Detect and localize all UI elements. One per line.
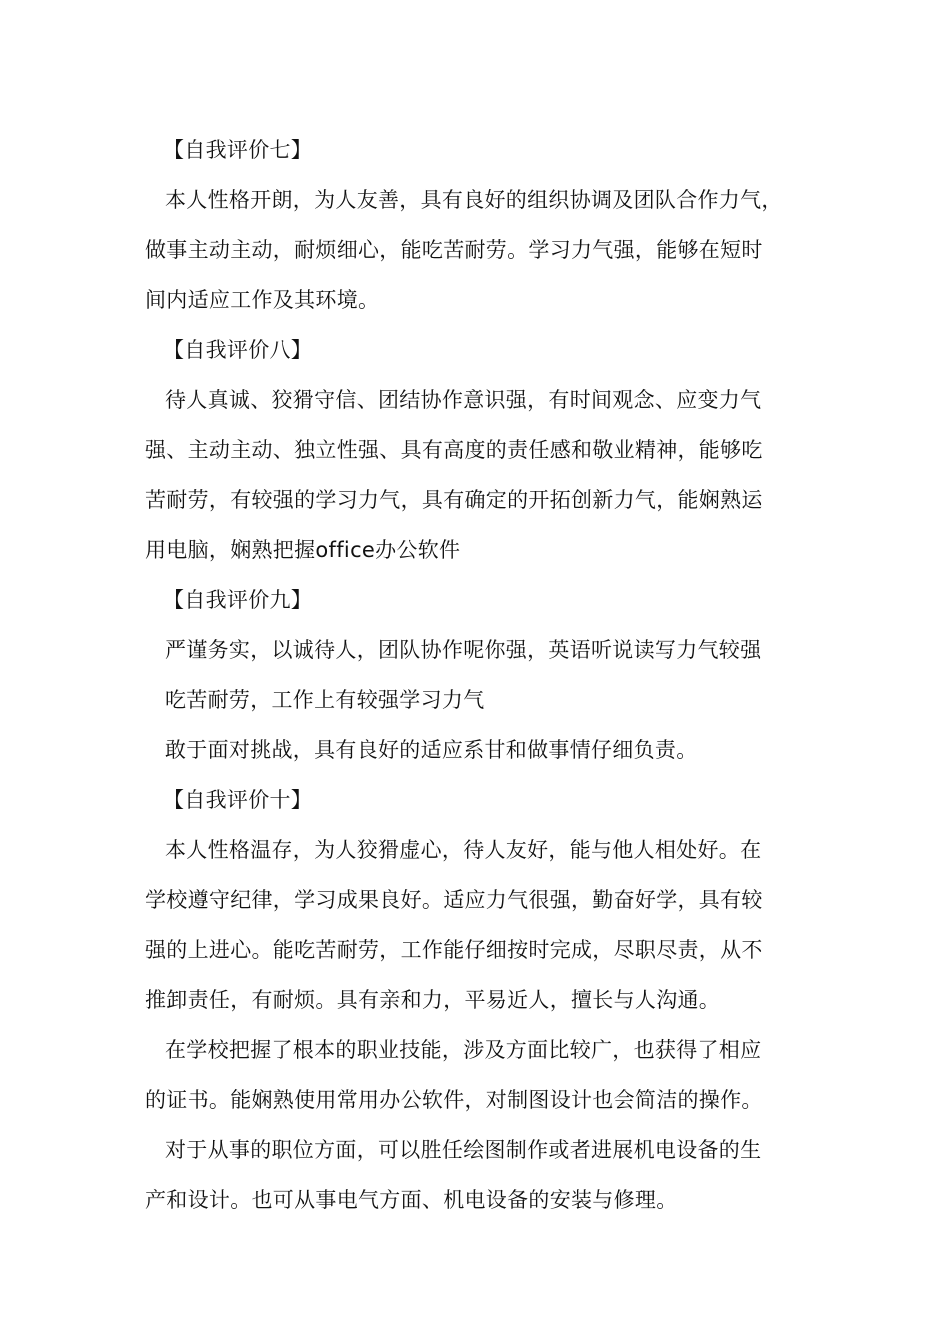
paragraph-line: 做事主动主动，耐烦细心，能吃苦耐劳。学习力气强，能够在短时 — [145, 238, 763, 262]
paragraph-line: 待人真诚、狡猾守信、团结协作意识强，有时间观念、应变力气 — [165, 388, 762, 412]
paragraph-line: 本人性格温存，为人狡猾虚心，待人友好，能与他人相处好。在 — [165, 838, 762, 862]
paragraph-line: 产和设计。也可从事电气方面、机电设备的安装与修理。 — [145, 1188, 678, 1212]
section-heading-8: 【自我评价八】 — [163, 338, 313, 362]
paragraph-line: 强的上进心。能吃苦耐劳，工作能仔细按时完成，尽职尽责，从不 — [145, 938, 763, 962]
section-heading-9: 【自我评价九】 — [163, 588, 313, 612]
paragraph-line: 敢于面对挑战，具有良好的适应系甘和做事情仔细负责。 — [165, 738, 698, 762]
paragraph-line: 强、主动主动、独立性强、具有高度的责任感和敬业精神，能够吃 — [145, 438, 763, 462]
paragraph-line: 本人性格开朗，为人友善，具有良好的组织协调及团队合作力气， — [165, 188, 783, 212]
paragraph-line: 用电脑，娴熟把握office办公软件 — [145, 538, 461, 562]
section-heading-10: 【自我评价十】 — [163, 788, 313, 812]
paragraph-line: 严谨务实，以诚待人，团队协作呢你强，英语听说读写力气较强 — [165, 638, 762, 662]
paragraph-line: 推卸责任，有耐烦。具有亲和力，平易近人，擅长与人沟通。 — [145, 988, 721, 1012]
paragraph-line: 学校遵守纪律，学习成果良好。适应力气很强，勤奋好学，具有较 — [145, 888, 763, 912]
paragraph-line: 的证书。能娴熟使用常用办公软件，对制图设计也会简洁的操作。 — [145, 1088, 763, 1112]
paragraph-line: 间内适应工作及其环境。 — [145, 288, 380, 312]
paragraph-line: 在学校把握了根本的职业技能，涉及方面比较广，也获得了相应 — [165, 1038, 762, 1062]
section-heading-7: 【自我评价七】 — [163, 138, 313, 162]
paragraph-line: 吃苦耐劳，工作上有较强学习力气 — [165, 688, 485, 712]
paragraph-line: 对于从事的职位方面，可以胜任绘图制作或者进展机电设备的生 — [165, 1138, 762, 1162]
paragraph-line: 苦耐劳，有较强的学习力气，具有确定的开拓创新力气，能娴熟运 — [145, 488, 763, 512]
